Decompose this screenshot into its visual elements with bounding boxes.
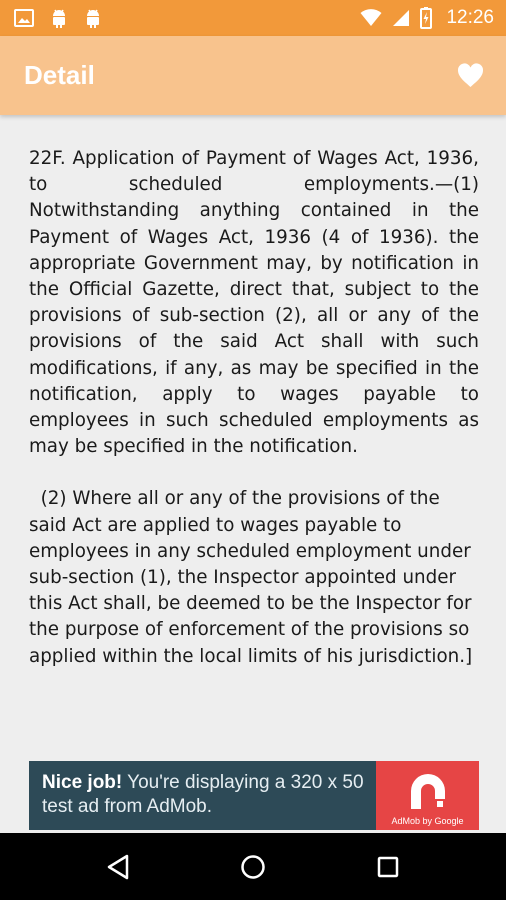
recents-icon xyxy=(377,856,399,878)
recents-button[interactable] xyxy=(358,837,418,897)
page-title: Detail xyxy=(24,60,95,90)
status-time: 12:26 xyxy=(446,7,494,28)
ad-headline: Nice job! xyxy=(42,772,123,793)
ad-body: You're displaying a 320 x 50 test ad from AdMob. xyxy=(42,772,364,817)
favorite-button[interactable] xyxy=(457,63,484,88)
detail-paragraph-1: 22F. Application of Payment of Wages Act, 1936, to scheduled employments.—(1) Notwithstanding anything contained in the Payment of Wages Act, 1936 (4 of 1936). the appropriate Government may, by notification in the Official Gazette, direct that, subject to the provisions of sub-section (2), all or any of the provisions of the said Act shall with such modifications, if any, as may be specified in the notification, apply to wages payable to employees in such scheduled employments as may be specified in the notification. xyxy=(29,148,479,458)
admob-logo xyxy=(376,761,479,830)
detail-content xyxy=(29,146,479,670)
ad-banner[interactable] xyxy=(29,761,479,830)
status-bar xyxy=(0,0,506,36)
app-bar xyxy=(0,36,506,115)
ad-logo-caption: AdMob by Google xyxy=(391,816,464,826)
home-icon xyxy=(240,854,266,880)
back-button[interactable] xyxy=(88,837,148,897)
detail-paragraph-2: (2) Where all or any of the provisions of the said Act are applied to wages payable to employees in any scheduled employment under sub-section (1), the Inspector appointed under this Act shall, be deemed to be the Inspector for the purpose of enforcement of the provisions so applied within the local limits of his jurisdiction.] xyxy=(29,488,478,667)
navigation-bar xyxy=(0,833,506,900)
home-button[interactable] xyxy=(223,837,283,897)
admob-icon xyxy=(405,769,451,813)
android-icon xyxy=(84,8,102,28)
heart-icon xyxy=(457,63,484,88)
signal-icon xyxy=(392,9,410,27)
image-icon xyxy=(14,9,34,27)
ad-text xyxy=(29,761,376,830)
battery-charging-icon xyxy=(420,7,432,29)
back-icon xyxy=(106,854,130,880)
wifi-icon xyxy=(360,9,382,27)
status-system xyxy=(360,7,494,29)
status-notifications xyxy=(14,8,102,28)
android-icon xyxy=(50,8,68,28)
